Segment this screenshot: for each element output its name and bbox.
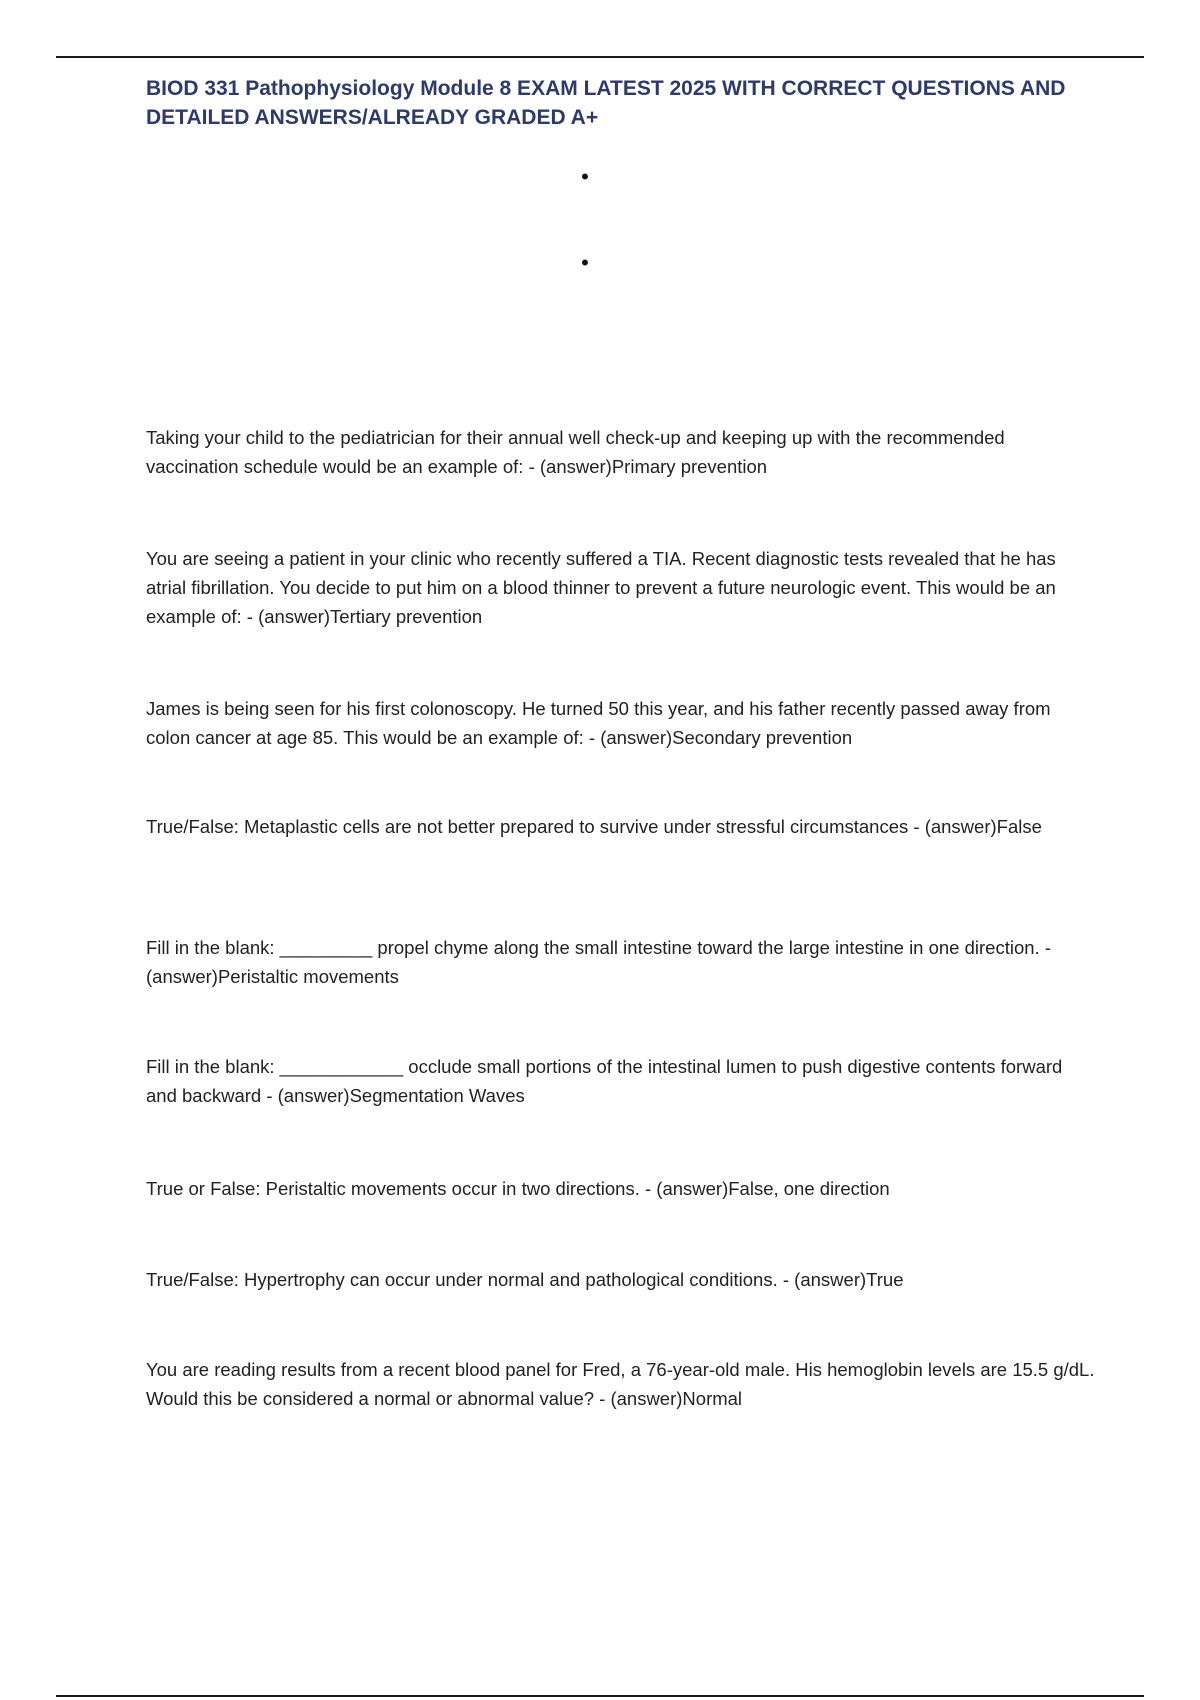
top-divider xyxy=(56,56,1144,58)
question-answer-item: True/False: Hypertrophy can occur under normal and pathological conditions. - (answer)True xyxy=(146,1269,904,1290)
question-answer-item: Fill in the blank: ____________ occlude small portions of the intestinal lumen to push digestive contents forward and backward - (answer)Segmentation Waves xyxy=(146,1056,1063,1106)
bottom-divider xyxy=(56,1695,1144,1697)
question-answer-item: You are seeing a patient in your clinic who recently suffered a TIA. Recent diagnostic tests revealed that he has atrial fibrillation. You decide to put him on a blood thinner to prevent a future neurologic event. This would be an example of: - (answer)Tertiary prevention xyxy=(146,548,1056,627)
bullet-marker: • xyxy=(581,250,589,275)
question-answer-item: True/False: Metaplastic cells are not better prepared to survive under stressful circumstances - (answer)False xyxy=(146,816,1042,837)
document-title: BIOD 331 Pathophysiology Module 8 EXAM LATEST 2025 WITH CORRECT QUESTIONS AND DETAILED ANSWERS/ALREADY GRADED A+ xyxy=(146,77,1066,129)
bullet-marker: • xyxy=(581,164,589,189)
question-answer-item: Taking your child to the pediatrician for their annual well check-up and keeping up with the recommended vaccination schedule would be an example of: - (answer)Primary prevention xyxy=(146,427,1005,477)
question-answer-item: James is being seen for his first colonoscopy. He turned 50 this year, and his father recently passed away from colon cancer at age 85. This would be an example of: - (answer)Secondary prevention xyxy=(146,698,1051,748)
question-answer-item: Fill in the blank: _________ propel chyme along the small intestine toward the large intestine in one direction. - (answer)Peristaltic movements xyxy=(146,937,1051,987)
question-answer-item: True or False: Peristaltic movements occur in two directions. - (answer)False, one direction xyxy=(146,1178,890,1199)
question-answer-item: You are reading results from a recent blood panel for Fred, a 76-year-old male. His hemoglobin levels are 15.5 g/dL. Would this be considered a normal or abnormal value? - (answer)Normal xyxy=(146,1359,1095,1409)
